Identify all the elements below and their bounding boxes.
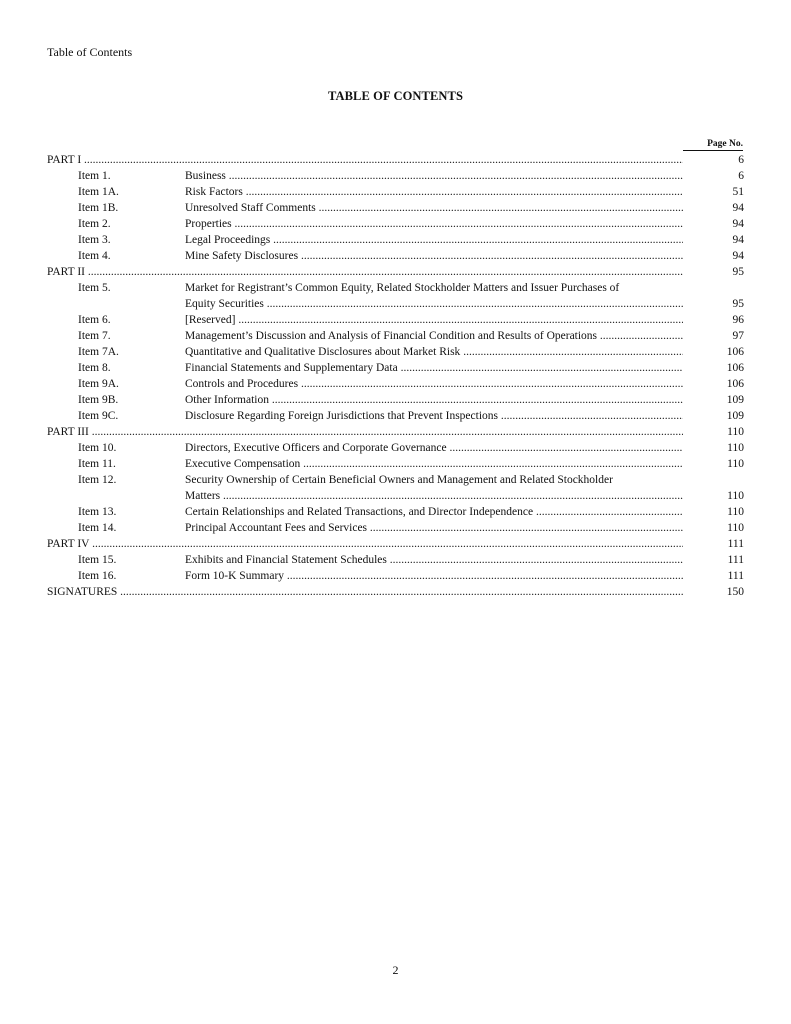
entry-title: Other Information ..... xyxy=(185,392,683,408)
toc-entry-item-5[interactable] xyxy=(0,280,791,312)
entry-page-number: 111 xyxy=(727,570,744,582)
entry-page-number: 94 xyxy=(732,234,744,246)
toc-list xyxy=(0,152,791,600)
toc-entry-item-9c[interactable] xyxy=(0,408,791,424)
item-number: Item 7A. xyxy=(78,346,119,358)
item-number: Item 9A. xyxy=(78,378,119,390)
toc-entry-item-16[interactable] xyxy=(0,568,791,584)
toc-entry-item-9b[interactable] xyxy=(0,392,791,408)
entry-page-number: 6 xyxy=(738,154,744,166)
page-number-column-heading: Page No. xyxy=(683,139,743,151)
entry-title: Executive Compensation ..... xyxy=(185,456,683,472)
entry-title: Properties ..... xyxy=(185,216,683,232)
entry-title: Certain Relationships and Related Transactions, and Director Independence ..... xyxy=(185,504,683,520)
toc-entry-item-7a[interactable] xyxy=(0,344,791,360)
item-number: Item 12. xyxy=(78,474,117,486)
toc-entry-item-14[interactable] xyxy=(0,520,791,536)
entry-page-number: 95 xyxy=(732,266,744,278)
entry-page-number: 51 xyxy=(732,186,744,198)
item-number: Item 1B. xyxy=(78,202,119,214)
entry-title: Disclosure Regarding Foreign Jurisdictions that Prevent Inspections ..... xyxy=(185,408,683,424)
entry-title: Controls and Procedures ..... xyxy=(185,376,683,392)
toc-entry-item-11[interactable] xyxy=(0,456,791,472)
entry-title: Management’s Discussion and Analysis of Financial Condition and Results of Operations ..... xyxy=(185,328,683,344)
toc-entry-item-10[interactable] xyxy=(0,440,791,456)
item-number: Item 3. xyxy=(78,234,111,246)
item-number: Item 13. xyxy=(78,506,117,518)
toc-entry-item-8[interactable] xyxy=(0,360,791,376)
entry-title: Directors, Executive Officers and Corporate Governance ..... xyxy=(185,440,683,456)
entry-page-number: 109 xyxy=(726,394,744,406)
toc-entry-item-12[interactable] xyxy=(0,472,791,504)
entry-page-number: 106 xyxy=(726,346,744,358)
entry-page-number: 97 xyxy=(732,330,744,342)
entry-page-number: 6 xyxy=(738,170,744,182)
entry-page-number: 109 xyxy=(726,410,744,422)
entry-page-number: 95 xyxy=(732,298,744,310)
entry-title: Equity Securities ..... xyxy=(185,296,683,312)
entry-title: Risk Factors ..... xyxy=(185,184,683,200)
entry-title: Business ..... xyxy=(185,168,683,184)
item-number: Item 1A. xyxy=(78,186,119,198)
entry-title: Form 10-K Summary ..... xyxy=(185,568,683,584)
item-number: Item 8. xyxy=(78,362,111,374)
entry-title: Legal Proceedings ..... xyxy=(185,232,683,248)
toc-entry-part-iii[interactable] xyxy=(0,424,791,440)
entry-page-number: 94 xyxy=(732,202,744,214)
item-number: Item 14. xyxy=(78,522,117,534)
toc-entry-item-13[interactable] xyxy=(0,504,791,520)
entry-title-line-1: Security Ownership of Certain Beneficial Owners and Management and Related Stockholder xyxy=(185,474,613,486)
entry-page-number: 96 xyxy=(732,314,744,326)
entry-title: Financial Statements and Supplementary Data ..... xyxy=(185,360,683,376)
item-number: Item 10. xyxy=(78,442,117,454)
entry-page-number: 111 xyxy=(727,554,744,566)
entry-title: Principal Accountant Fees and Services ..... xyxy=(185,520,683,536)
entry-title: Mine Safety Disclosures ..... xyxy=(185,248,683,264)
item-number: Item 5. xyxy=(78,282,111,294)
entry-page-number: 110 xyxy=(727,490,744,502)
page-title: TABLE OF CONTENTS xyxy=(327,89,464,103)
entry-page-number: 110 xyxy=(727,426,744,438)
footer-page-number: 2 xyxy=(392,963,399,977)
running-header: Table of Contents xyxy=(47,45,133,59)
entry-page-number: 110 xyxy=(727,458,744,470)
toc-entry-item-7[interactable] xyxy=(0,328,791,344)
entry-title: PART IV ..... xyxy=(47,536,683,552)
item-number: Item 16. xyxy=(78,570,117,582)
entry-title: PART III ..... xyxy=(47,424,683,440)
toc-entry-part-iv[interactable] xyxy=(0,536,791,552)
entry-title: Unresolved Staff Comments ..... xyxy=(185,200,683,216)
entry-page-number: 94 xyxy=(732,218,744,230)
item-number: Item 7. xyxy=(78,330,111,342)
entry-page-number: 110 xyxy=(727,442,744,454)
toc-entry-item-15[interactable] xyxy=(0,552,791,568)
toc-entry-item-6[interactable] xyxy=(0,312,791,328)
item-number: Item 9B. xyxy=(78,394,119,406)
toc-entry-item-4[interactable] xyxy=(0,248,791,264)
item-number: Item 15. xyxy=(78,554,117,566)
entry-title: Quantitative and Qualitative Disclosures about Market Risk ..... xyxy=(185,344,683,360)
item-number: Item 2. xyxy=(78,218,111,230)
entry-page-number: 106 xyxy=(726,378,744,390)
item-number: Item 4. xyxy=(78,250,111,262)
entry-page-number: 106 xyxy=(726,362,744,374)
entry-title: PART I ..... xyxy=(47,152,683,168)
entry-page-number: 110 xyxy=(727,506,744,518)
toc-entry-item-1[interactable] xyxy=(0,168,791,184)
item-number: Item 6. xyxy=(78,314,111,326)
toc-entry-signatures[interactable] xyxy=(0,584,791,600)
toc-entry-part-ii[interactable] xyxy=(0,264,791,280)
toc-entry-item-1b[interactable] xyxy=(0,200,791,216)
toc-entry-item-3[interactable] xyxy=(0,232,791,248)
entry-page-number: 111 xyxy=(727,538,744,550)
item-number: Item 9C. xyxy=(78,410,119,422)
entry-title-line-1: Market for Registrant’s Common Equity, Related Stockholder Matters and Issuer Purchases of xyxy=(185,282,620,294)
toc-entry-item-9a[interactable] xyxy=(0,376,791,392)
item-number: Item 11. xyxy=(78,458,116,470)
toc-entry-part-i[interactable] xyxy=(0,152,791,168)
entry-title: SIGNATURES ..... xyxy=(47,584,683,600)
entry-page-number: 150 xyxy=(726,586,744,598)
entry-page-number: 110 xyxy=(727,522,744,534)
entry-title: Matters ..... xyxy=(185,488,683,504)
entry-page-number: 94 xyxy=(732,250,744,262)
toc-entry-item-2[interactable] xyxy=(0,216,791,232)
entry-title: PART II ..... xyxy=(47,264,683,280)
toc-entry-item-1a[interactable] xyxy=(0,184,791,200)
entry-title: Exhibits and Financial Statement Schedules ..... xyxy=(185,552,683,568)
entry-title: [Reserved] ..... xyxy=(185,312,683,328)
item-number: Item 1. xyxy=(78,170,111,182)
